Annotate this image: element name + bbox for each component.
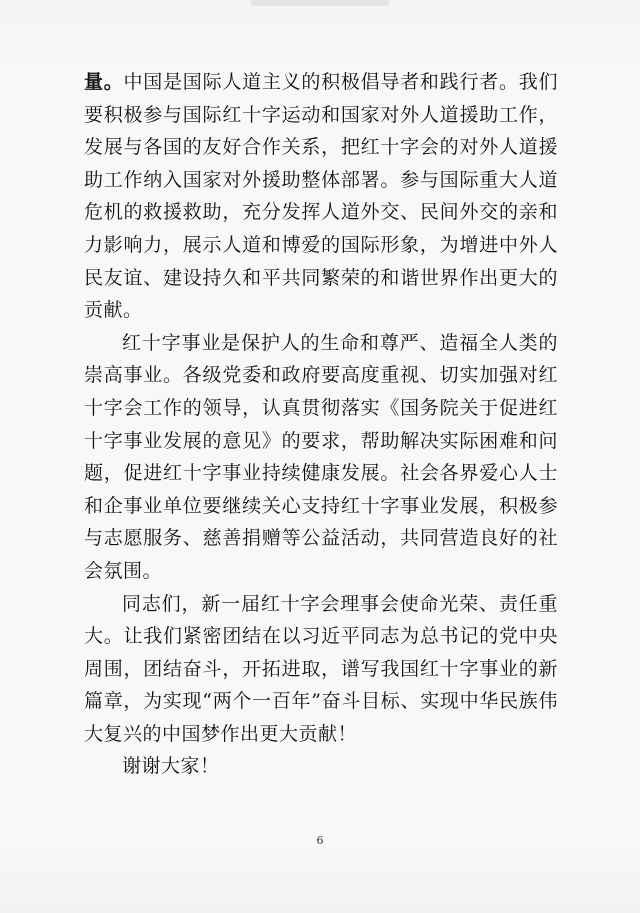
- paragraph-3: 同志们，新一届红十字会理事会使命光荣、责任重大。让我们紧密团结在以习近平同志为总书记的党中央周围，团结奋斗，开拓进取，谱写我国红十字事业的新篇章，为实现“两个一百年”奋斗目标、实现中华民族伟大复兴的中国梦作出更大贡献！: [84, 592, 558, 745]
- document-body: [84, 66, 558, 783]
- scan-artifact: [250, 0, 390, 6]
- paragraph-2: 红十字事业是保护人的生命和尊严、造福全人类的崇高事业。各级党委和政府要高度重视、切实加强对红十字会工作的领导，认真贯彻落实《国务院关于促进红十字事业发展的意见》的要求，帮助解决实际困难和问题，促进红十字事业持续健康发展。社会各界爱心人士和企事业单位要继续关心支持红十字事业发展，积极参与志愿服务、慈善捐赠等公益活动，共同营造良好的社会氛围。: [84, 331, 558, 582]
- paragraph-1-lead: 量。: [84, 71, 124, 93]
- paragraph-1-text: 中国是国际人道主义的积极倡导者和践行者。我们要积极参与国际红十字运动和国家对外人道援助工作，发展与各国的友好合作关系，把红十字会的对外人道援助工作纳入国家对外援助整体部署。参与国际重大人道危机的救援救助，充分发挥人道外交、民间外交的亲和力影响力，展示人道和博爱的国际形象，为增进中外人民友谊、建设持久和平共同繁荣的和谐世界作出更大的贡献。: [84, 71, 558, 322]
- paragraph-4: 谢谢大家！: [122, 755, 220, 778]
- page-number: 6: [316, 834, 324, 847]
- paragraph-1: [84, 66, 558, 327]
